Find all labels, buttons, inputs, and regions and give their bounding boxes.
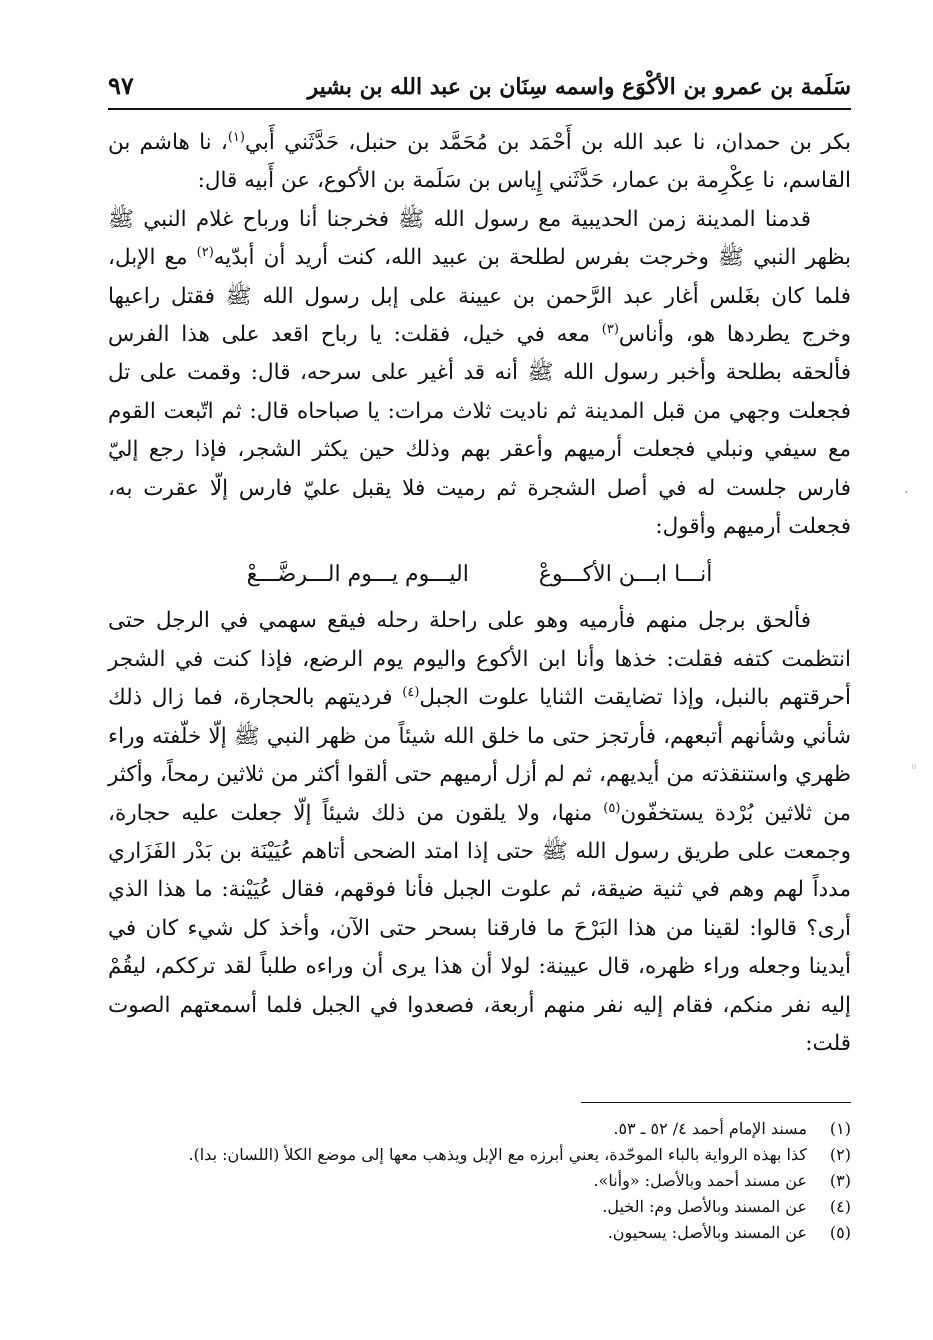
page-header xyxy=(108,60,851,100)
text-run: معه في خيل، فقلت: يا رباح اقعد على هذا الفرس فألحقه بطلحة وأخبر رسول الله ﷺ أنه قد أغير على سرحه، قال: وقمت على تل فجعلت وجهي من قبل المدينة ثم ناديت ثلاث مرات: يا صباحاه قال: ثم اتّبعت القوم مع سيفي ونبلي فجعلت أرميهم وأعقر بهم وذلك حين يكثر الشجر، فإذا رجع إليّ فارس جلست له في أصل الشجرة ثم رميت فلا يقبل عليّ فارس إلّا عقرت به، فجعلت أرميهم وأقول: xyxy=(108,322,851,540)
footnote-ref: (٢) xyxy=(196,245,214,261)
footnote xyxy=(108,1220,851,1246)
footnote xyxy=(108,1116,851,1142)
verse-second-hemistich: اليـــوم يـــوم الـــرضَّـــعْ xyxy=(246,562,469,588)
footnote-number: (١) xyxy=(829,1119,851,1138)
text-run: فرديتهم بالحجارة، فما زال ذلك شأني وشأنهم أتبعهم، فأرتجز حتى ما خلق الله شيئاً من ظهر النبي ﷺ إلّا خلّفته وراء ظهري واستنقذته من أيديهم، ثم لم أزل أرميهم حتى ألقوا أكثر من ثلاثين رمحاً، وأكثر من ثلاثين بُرْدة يستخفّون xyxy=(108,685,851,826)
footnote-text: مسند الإمام أحمد ٤/ ٥٢ ـ ٥٣. xyxy=(613,1119,807,1138)
footnote-text: عن المسند وبالأصل: يسحيون. xyxy=(607,1223,807,1242)
text-run: بكر بن حمدان، نا عبد الله بن أَحْمَد بن مُحَمَّد بن حنبل، حَدَّثَني أَبي xyxy=(244,130,851,155)
page-number: ٩٧ xyxy=(108,71,134,100)
scan-speck: ◦ xyxy=(910,760,919,776)
footnote-rule xyxy=(581,1102,851,1103)
text-run: فألحق برجل منهم فأرميه وهو على راحلة رحله فيقع سهمي في الرجل حتى انتظمت كتفه فقلت: خذها وأنا ابن الأكوع واليوم يوم الرضع، فإذا كنت في الشجر أحرقتهم بالنبل، وإذا تضايقت الثنايا علوت الجبل xyxy=(108,608,851,711)
header-rule xyxy=(108,108,851,110)
text-run: منها، ولا يلقون من ذلك شيئاً إلّا جعلت عليه حجارة، وجمعت على طريق رسول الله ﷺ حتى إذا امتد الضحى أتاهم عُيَيْنَة بن بَدْر الفَزَاري مدداً لهم وهم في ثنية ضيقة، ثم علوت الجبل فأنا فوقهم، فقال عُيَيْنة: ما هذا الذي أرى؟ قالوا: لقينا من هذا البَرْحَ ما فارقنا بسحر حتى الآن، وأخذ كل شيء كان في أيدينا وجعله وراء ظهره، قال عيينة: لولا أن هذا يرى أن وراءه طلباً لقد ترككم، ليقُمْ إليه نفر منكم، فقام إليه نفر منهم أربعة، فصعدوا في الجبل فلما أسمعتهم الصوت قلت: xyxy=(108,800,851,1056)
footnotes xyxy=(108,1116,851,1246)
verse-line xyxy=(108,550,851,600)
text-run: ، نا هاشم بن القاسم، نا عِكْرِمة بن عمار، حَدَّثَني إِياس بن سَلَمة بن الأكوع، عن أَبيه قال: xyxy=(108,130,851,194)
verse-first-hemistich: أنـــا ابـــن الأكـــوعْ xyxy=(538,562,713,588)
footnote-number: (٤) xyxy=(829,1197,851,1216)
text-run: قدمنا المدينة زمن الحديبية مع رسول الله ﷺ فخرجنا أنا ورباح غلام النبي ﷺ بظهر النبي ﷺ وخرجت بفرس لطلحة بن عبيد الله، كنت أريد أن أبدّيه xyxy=(108,206,851,271)
running-head: سَلَمة بن عمرو بن الأكْوَع واسمه سِنَان بن عبد الله بن بشير xyxy=(307,74,851,100)
paragraph-isnad xyxy=(108,124,851,201)
footnote xyxy=(108,1194,851,1220)
footnote-ref: (٣) xyxy=(601,321,619,337)
footnote-number: (٥) xyxy=(829,1223,851,1242)
footnote-text: كذا بهذه الرواية بالباء الموحّدة، يعني أبرزه مع الإبل ويذهب معها إلى موضع الكلأ (اللسان: بدا). xyxy=(188,1145,807,1164)
footnote xyxy=(108,1168,851,1194)
main-text xyxy=(108,124,851,1063)
footnote xyxy=(108,1142,851,1168)
footnote-text: عن مسند أحمد وبالأصل: «وأنا». xyxy=(593,1171,807,1190)
footnote-number: (٢) xyxy=(829,1145,851,1164)
footnote-ref: (٥) xyxy=(603,800,621,816)
text-run: مع الإبل، فلما كان بغَلس أغار عبد الرَّحمن بن عيينة على إبل رسول الله ﷺ فقتل راعيها وخرج يطردها هو، وأناس xyxy=(108,245,851,348)
footnote-text: عن المسند وبالأصل وم: الخيل. xyxy=(602,1197,807,1216)
footnote-ref: (١) xyxy=(227,129,245,145)
paragraph-continuation xyxy=(108,602,851,1063)
footnote-number: (٣) xyxy=(829,1171,851,1190)
paragraph-narration xyxy=(108,201,851,547)
scan-speck: · xyxy=(904,485,909,501)
footnote-ref: (٤) xyxy=(402,685,420,701)
